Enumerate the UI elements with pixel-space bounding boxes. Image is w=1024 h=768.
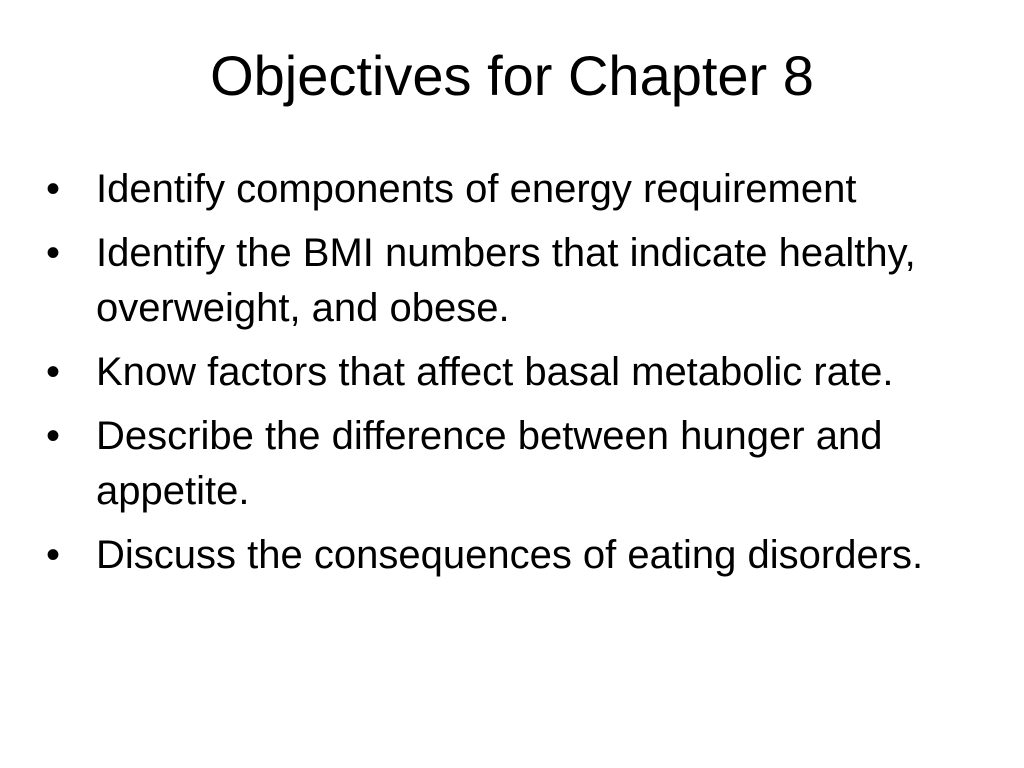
bullet-icon: • — [46, 231, 61, 275]
bullet-icon: • — [46, 167, 61, 211]
list-item — [46, 226, 1006, 336]
bullet-icon: • — [46, 533, 61, 577]
list-item — [46, 409, 1006, 519]
bullet-text: Discuss the consequences of eating disorders. — [96, 533, 924, 577]
list-item — [46, 528, 1006, 583]
list-item — [46, 162, 1006, 217]
objectives-list — [46, 162, 1006, 592]
bullet-text: Identify the BMI numbers that indicate healthy, overweight, and obese. — [96, 231, 916, 330]
bullet-icon: • — [46, 414, 61, 458]
bullet-text: Know factors that affect basal metabolic rate. — [96, 350, 894, 394]
bullet-text: Identify components of energy requirement — [96, 167, 857, 211]
slide-title: Objectives for Chapter 8 — [210, 44, 814, 107]
bullet-icon: • — [46, 350, 61, 394]
bullet-text: Describe the difference between hunger and appetite. — [96, 414, 883, 513]
list-item — [46, 345, 1006, 400]
